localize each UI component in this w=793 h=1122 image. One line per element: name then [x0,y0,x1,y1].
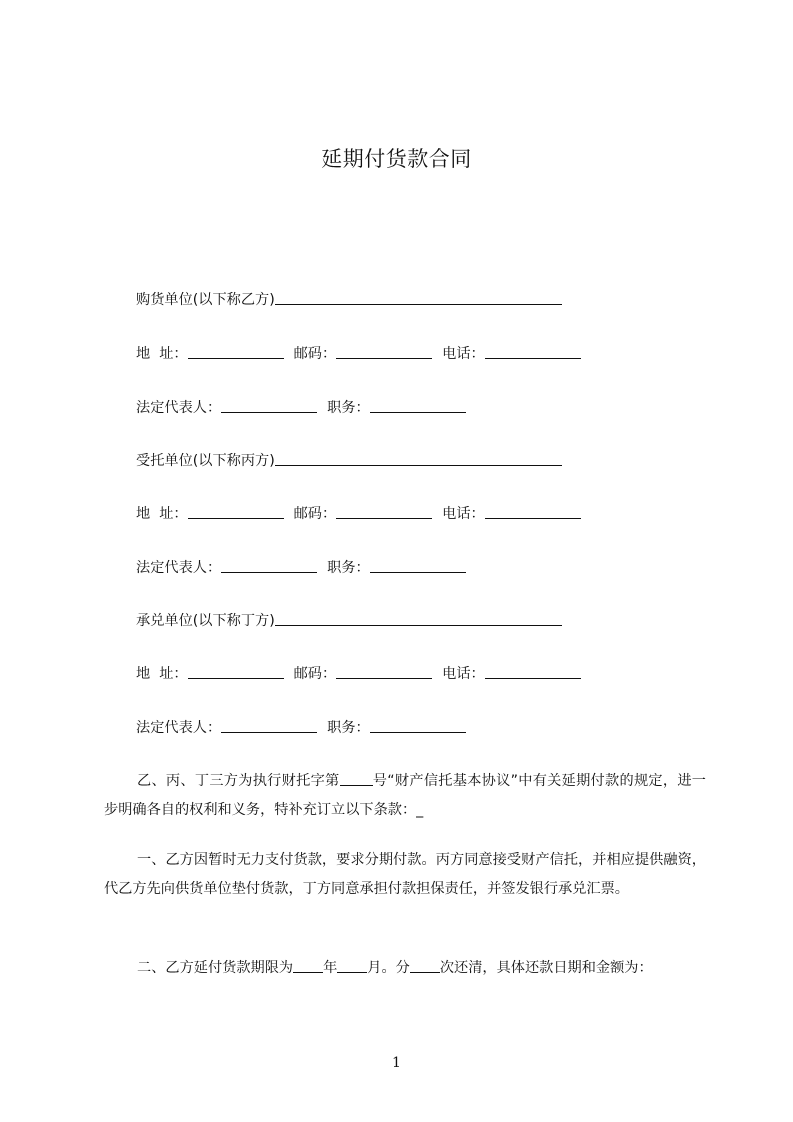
party-b-position-label: 职务： [327,400,370,416]
party-c-rep-blank [221,557,317,573]
clause-2-part4: 次还清，具体还款日期和金额为： [439,960,653,976]
clause-2-years-blank [293,957,323,973]
party-d-rep-blank [221,717,317,733]
clause-1-paragraph: 一、乙方因暂时无力支付货款，要求分期付款。丙方同意接受财产信托，并相应提供融资，代乙方先向供货单位垫付货款，丁方同意承担付款担保责任，并签发银行承兑汇票。 [104,852,706,897]
party-c-address-blank [188,503,284,519]
preamble-part2: 号“财产信托基本协议”中有关延期付款的规定，进一步明确各自的权利和义务，特补充订立以下条款：_ [104,773,706,818]
party-c-unit-line [136,450,562,472]
clause-2-part1: 二、乙方延付货款期限为 [137,960,294,976]
party-d-address-blank [188,663,284,679]
party-d-postcode-label: 邮码： [293,666,337,682]
party-c-rep-label: 法定代表人： [136,560,222,576]
preamble-part1: 乙、丙、丁三方为执行财托字第 [137,773,340,789]
party-c-address-label: 地 址： [136,506,188,522]
party-b-contact-line [136,343,581,365]
party-b-address-blank [188,343,284,359]
party-d-phone-blank [485,663,581,679]
party-b-unit-line [136,289,562,311]
party-b-postcode-label: 邮码： [293,346,337,362]
party-d-unit-blank [275,610,562,626]
party-b-postcode-blank [336,343,432,359]
document-title: 延期付货款合同 [321,147,472,171]
clause-2-part2: 年 [323,960,338,976]
party-c-contact-line [136,503,581,525]
party-b-phone-blank [485,343,581,359]
party-c-position-blank [370,557,466,573]
party-b-unit-label: 购货单位(以下称乙方) [136,292,275,308]
party-c-phone-label: 电话： [442,506,485,522]
party-b-unit-blank [275,289,562,305]
clause-2-installments-blank [410,957,440,973]
party-d-address-label: 地 址： [136,666,188,682]
party-d-rep-label: 法定代表人： [136,720,222,736]
party-d-postcode-blank [336,663,432,679]
party-b-rep-label: 法定代表人： [136,400,222,416]
contract-number-blank [340,770,373,786]
preamble-paragraph [104,767,706,825]
party-c-rep-line [136,557,466,579]
party-d-unit-line [136,610,562,632]
party-b-address-label: 地 址： [136,346,188,362]
party-d-position-blank [370,717,466,733]
page-number: 1 [392,1055,401,1071]
party-c-postcode-label: 邮码： [293,506,337,522]
party-d-unit-label: 承兑单位(以下称丁方) [136,613,275,629]
party-c-position-label: 职务： [327,560,370,576]
party-c-unit-label: 受托单位(以下称丙方) [136,453,275,469]
party-d-position-label: 职务： [327,720,370,736]
clause-2-paragraph [104,954,706,983]
party-d-phone-label: 电话： [442,666,485,682]
party-c-unit-blank [275,450,562,466]
clause-2-part3: 月。分 [367,960,410,976]
party-c-phone-blank [485,503,581,519]
party-b-rep-blank [221,397,317,413]
party-d-rep-line [136,717,466,739]
party-d-contact-line [136,663,581,685]
party-b-phone-label: 电话： [442,346,485,362]
party-c-postcode-blank [336,503,432,519]
party-b-position-blank [370,397,466,413]
clause-2-months-blank [337,957,367,973]
party-b-rep-line [136,397,466,419]
